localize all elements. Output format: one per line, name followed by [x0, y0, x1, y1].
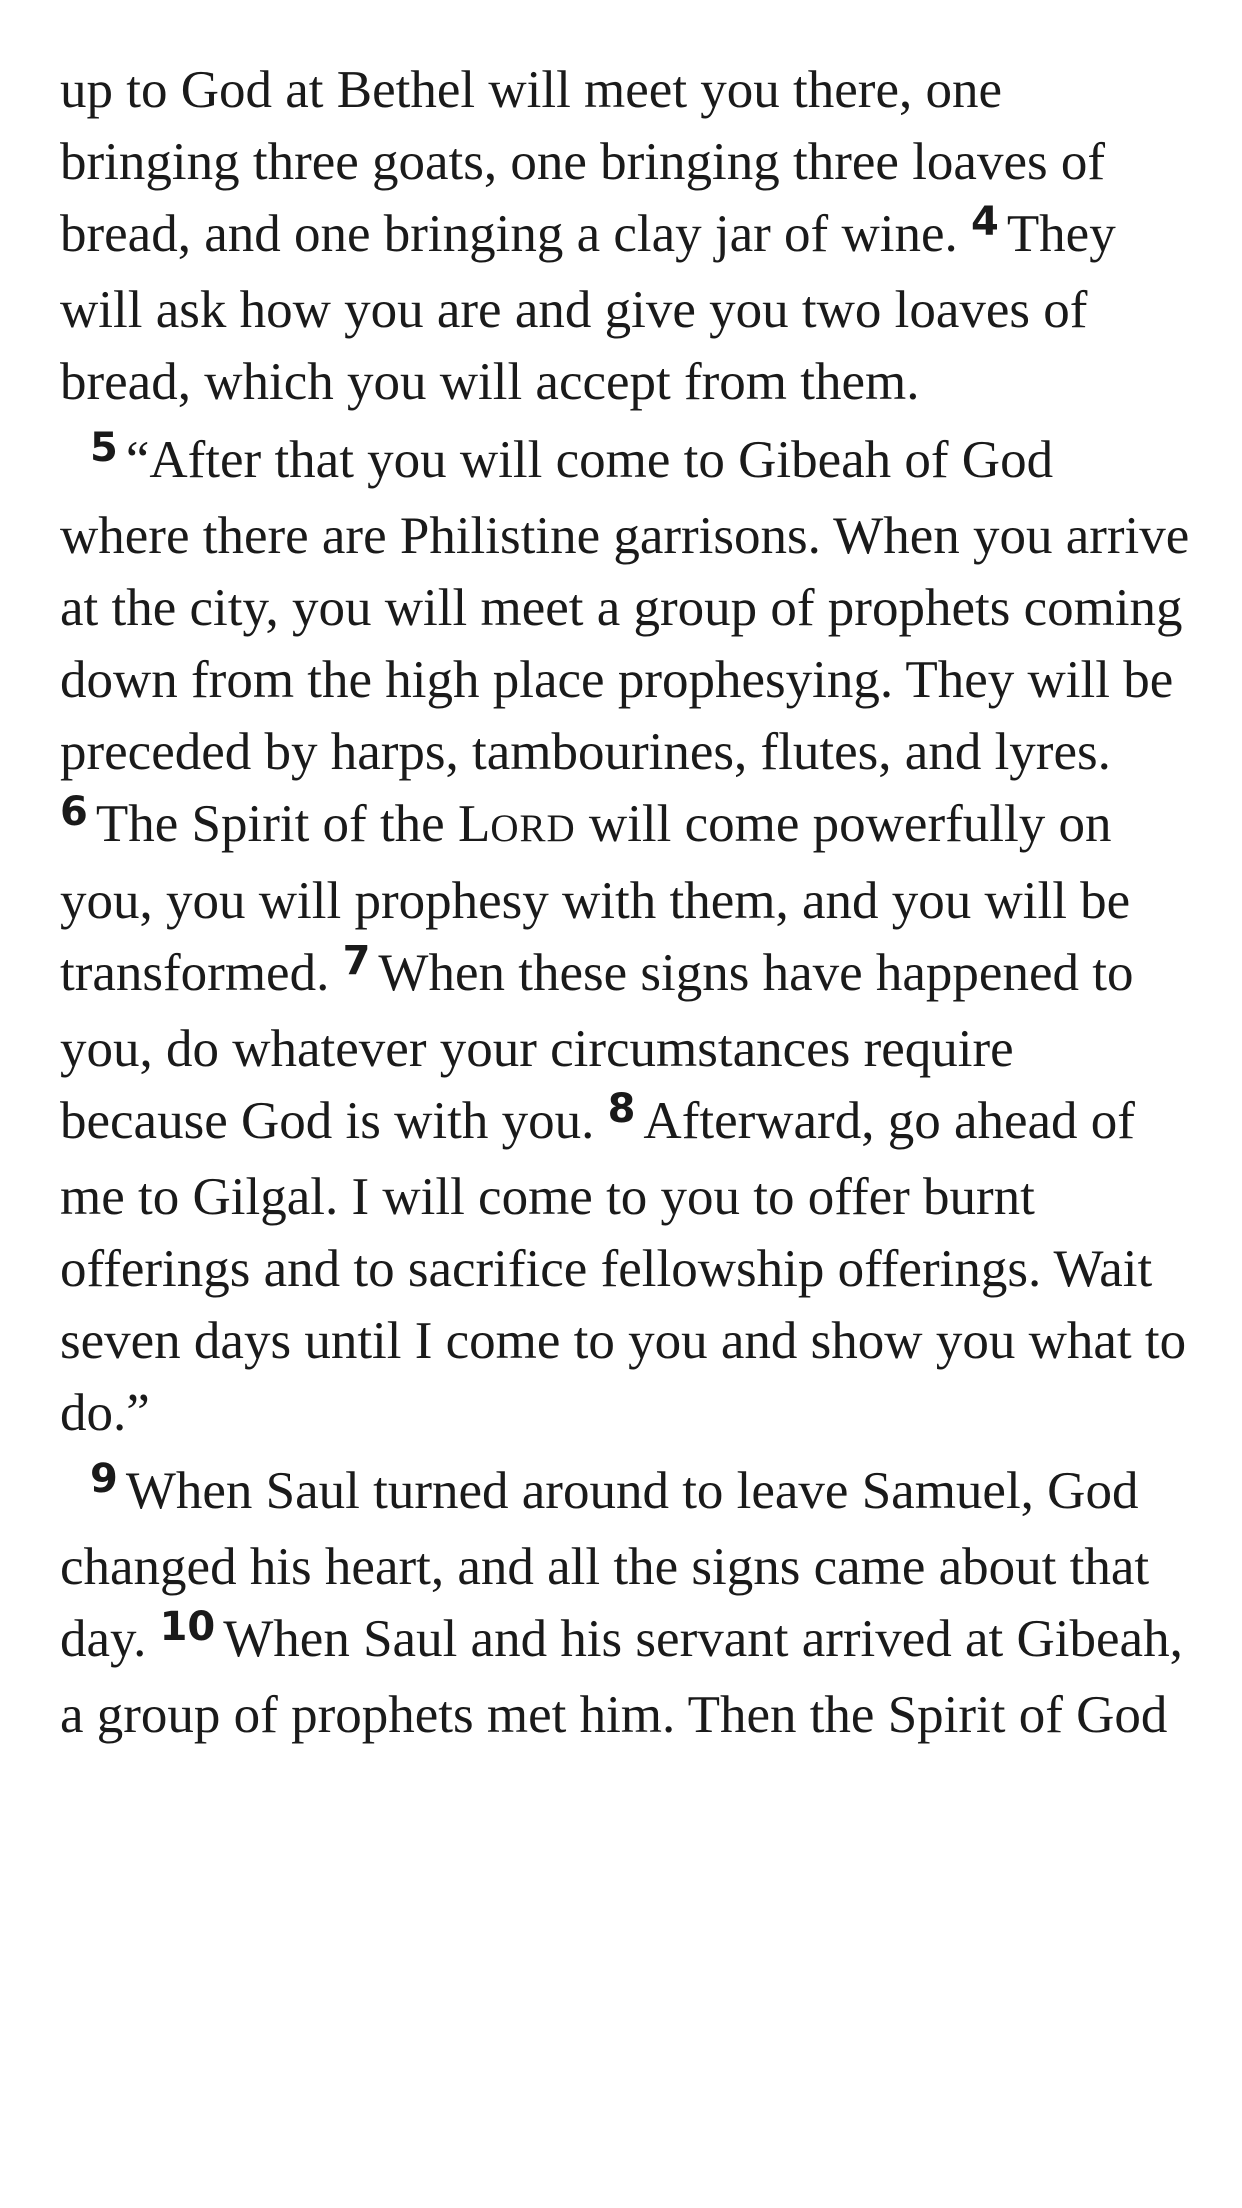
verse-number-8: 8 — [607, 1086, 636, 1132]
reader-page — [60, 54, 1190, 1751]
verse-text: Afterward, go ahead of me to Gilgal. I will come to you to offer burnt offerings and to sacrifice fellowship offerings. Wait seven days until I come to you and show you what to do.” — [60, 1092, 1187, 1442]
verse-number-10: 10 — [159, 1604, 216, 1650]
verse-number-5: 5 — [90, 425, 118, 471]
verse-text: When Saul and his servant arrived at Gibeah, a group of prophets met him. Then the Spirit of God — [60, 1610, 1183, 1744]
paragraph-2 — [60, 424, 1190, 1449]
verse-text: will come powerfully on you, you will prophesy with them, and you will be transformed. — [60, 795, 1131, 1002]
verse-text: When Saul turned around to leave Samuel, God changed his heart, and all the signs came about that day. — [60, 1462, 1150, 1668]
verse-text: up to God at Bethel will meet you there, one bringing three goats, one bringing three loaves of bread, and one bringing a clay jar of wine. — [60, 61, 1105, 263]
paragraph-1 — [60, 54, 1190, 418]
small-caps-lord: ORD — [490, 807, 576, 850]
verse-text: “After that you will come to Gibeah of God where there are Philistine garrisons. When you arrive at the city, you will meet a group of prophets coming down from the high place prophesying. They will be preceded by harps, tambourines, flutes, and lyres. — [60, 431, 1190, 781]
verse-number-6: 6 — [60, 789, 88, 835]
verse-number-7: 7 — [342, 938, 371, 984]
verse-text: They will ask how you are and give you two loaves of bread, which you will accept from them. — [60, 205, 1116, 411]
paragraph-3 — [60, 1455, 1190, 1751]
verse-number-4: 4 — [970, 199, 999, 245]
verse-text: The Spirit of the L — [95, 795, 491, 853]
verse-text: When these signs have happened to you, do whatever your circumstances require because God is with you. — [60, 944, 1134, 1150]
verse-number-9: 9 — [90, 1456, 118, 1502]
